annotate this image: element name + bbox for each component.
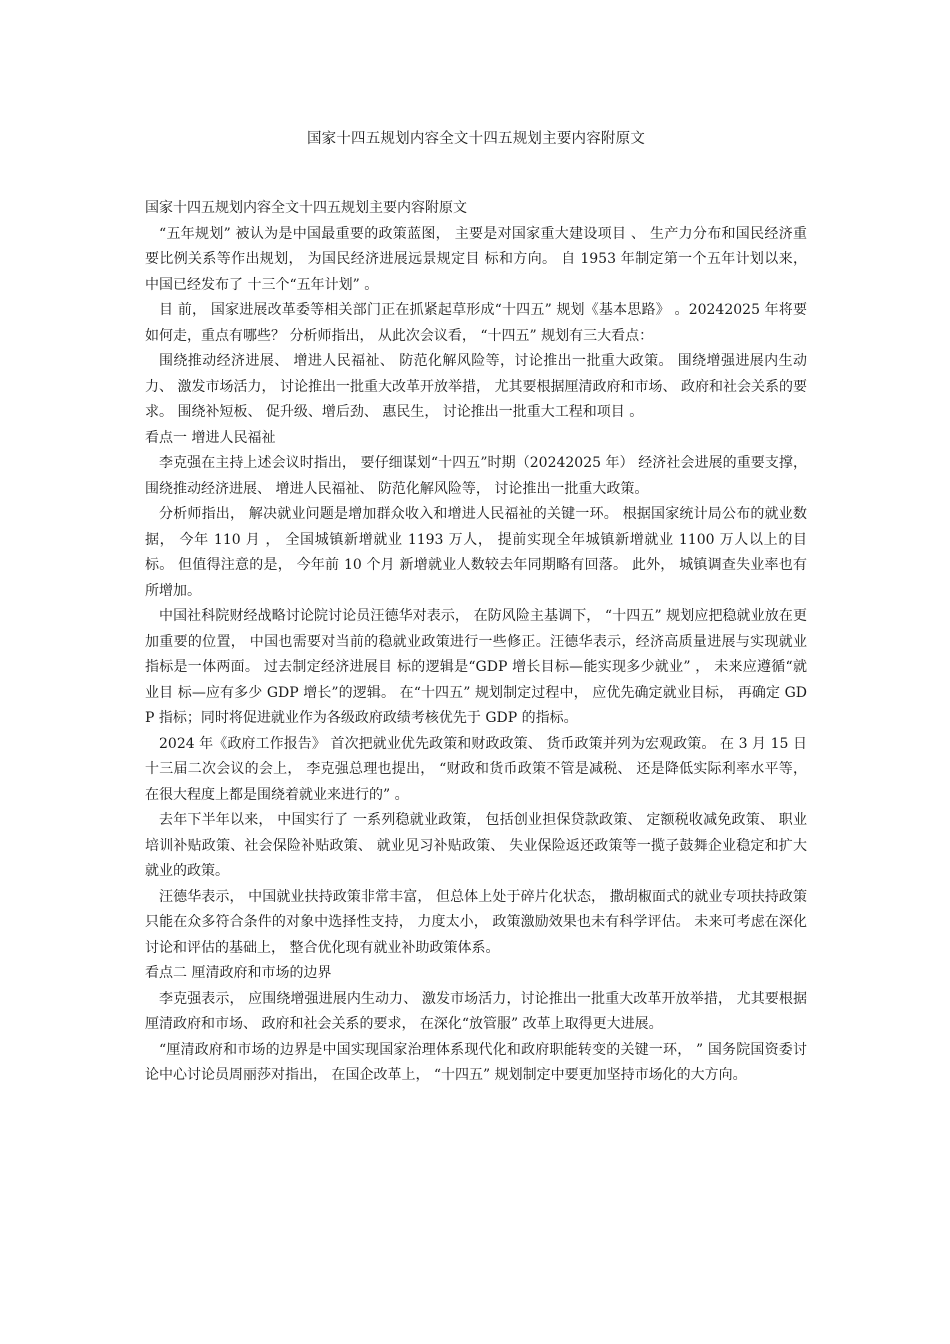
section-heading-2: 看点二 厘清政府和市场的边界 [145, 965, 332, 981]
paragraph-three-focuses: 围绕推动经济进展、 增进人民福祉、 防范化解风险等，讨论推出一批重大政策。 围绕增强进展内生动力、 激发市场活力， 讨论推出一批重大改革开放举措， 尤其要根据厘清政府和市场、 政府和社会关系的要求。 围绕补短板、 促升级、增后劲、 惠民生， 讨论推出一批重大工程和项目 。 [145, 353, 807, 420]
document-page [145, 0, 807, 1089]
paragraph-intro: “五年规划” 被认为是中国最重要的政策蓝图， 主要是对国家重大建设项目 、 生产力分布和国民经济重要比例关系等作出规划， 为国民经济进展远景规定目 标和方向。 自 1953 年制定第一个五年计划以来， 中国已经发布了 十三个“五年计划” 。 [145, 225, 807, 293]
document-subtitle: 国家十四五规划内容全文十四五规划主要内容附原文 [145, 200, 467, 216]
paragraph-wang-dehua-2: 汪德华表示， 中国就业扶持政策非常丰富， 但总体上处于碎片化状态， 撒胡椒面式的就业专项扶持政策只能在众多符合条件的对象中选择性支持， 力度太小， 政策激励效果也未有科学评估。 未来可考虑在深化讨论和评估的基础上， 整合优化现有就业补助政策体系。 [145, 888, 807, 956]
paragraph-wang-dehua-1: 中国社科院财经战略讨论院讨论员汪德华对表示， 在防风险主基调下， “十四五” 规划应把稳就业放在更加重要的位置， 中国也需要对当前的稳就业政策进行一些修正。汪德华表示，经济高质量进展与实现就业指标是一体两面。 过去制定经济进展目 标的逻辑是“GDP 增长目标—能实现多少就业” ， 未来应遵循“就业目 标—应有多少 GDP 增长”的逻辑。 在“十四五” 规划制定过程中， 应优先确定就业目标， 再确定 GDP 指标；同时将促进就业作为各级政府政绩考核优先于 GDP 的指标。 [145, 608, 807, 726]
paragraph-li-keqiang-2: 李克强表示， 应围绕增强进展内生动力、 激发市场活力，讨论推出一批重大改革开放举措， 尤其要根据厘清政府和市场、 政府和社会关系的要求， 在深化“放管服” 改革上取得更大进展。 [145, 990, 807, 1032]
paragraph-employment-policies: 去年下半年以来， 中国实行了 一系列稳就业政策， 包括创业担保贷款政策、 定额税收减免政策、 职业培训补贴政策、社会保险补贴政策、 就业见习补贴政策、 失业保险返还政策等一揽子鼓舞企业稳定和扩大就业的政策。 [145, 812, 807, 879]
paragraph-current-status: 目 前， 国家进展改革委等相关部门正在抓紧起草形成“十四五” 规划《基本思路》 。20242025 年将要如何走，重点有哪些？ 分析师指出， 从此次会议看， “十四五” 规划有三大看点： [145, 302, 807, 344]
document-title: 国家十四五规划内容全文十四五规划主要内容附原文 [306, 131, 646, 147]
section-heading-1: 看点一 增进人民福祉 [145, 429, 276, 446]
paragraph-government-report: 2024 年《政府工作报告》 首次把就业优先政策和财政政策、 货币政策并列为宏观政策。 在 3 月 15 日十三届二次会议的会上， 李克强总理也提出， “财政和货币政策不管是减税、 还是降低实际利率水平等， 在很大程度上都是围绕着就业来进行的” 。 [145, 735, 807, 803]
paragraph-li-keqiang-1: 李克强在主持上述会议时指出， 要仔细谋划“十四五”时期（20242025 年） 经济社会进展的重要支撑， 围绕推动经济进展、 增进人民福祉、 防范化解风险等， 讨论推出一批重大政策。 [145, 455, 807, 497]
paragraph-employment-data: 分析师指出， 解决就业问题是增加群众收入和增进人民福祉的关键一环。 根据国家统计局公布的就业数据， 今年 110 月 ， 全国城镇新增就业 1193 万人， 提前实现全年城镇新增就业 1100 万人以上的目 标。 但值得注意的是， 今年前 10 个月 新增就业人数较去年同期略有回落。 此外， 城镇调查失业率也有所增加。 [145, 506, 807, 599]
paragraph-zhou-lisha: “厘清政府和市场的边界是中国实现国家治理体系现代化和政府职能转变的关键一环， ” 国务院国资委讨论中心讨论员周丽莎对指出， 在国企改革上， “十四五” 规划制定中要更加坚持市场化的大方向。 [145, 1041, 807, 1083]
